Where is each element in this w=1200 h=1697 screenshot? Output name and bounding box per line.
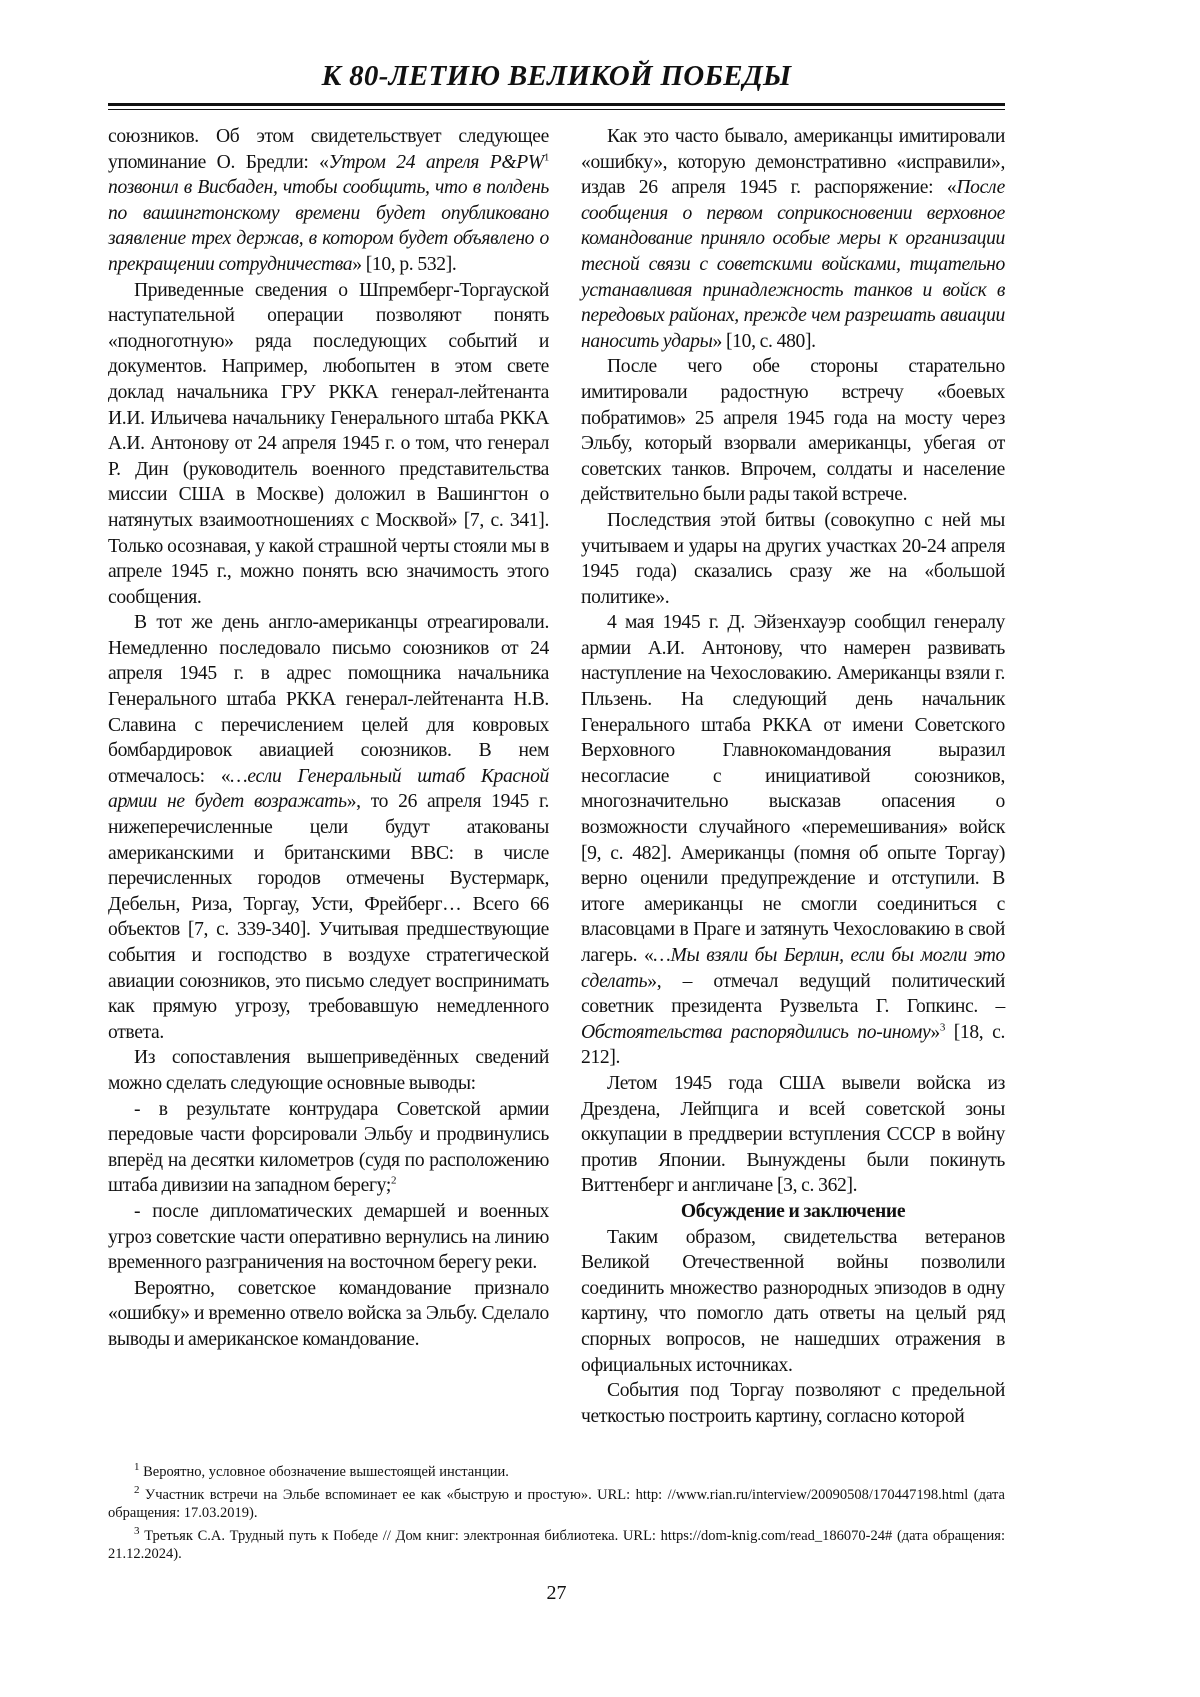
text: Вероятно, советское командование признало «ошибку» и временно отвело войска за Эльбу. Сделало выводы и американское командование. — [108, 1278, 549, 1350]
text: - после дипломатических демаршей и военных угроз советские части оперативно вернулись на линию временного разграничения на восточном берегу реки. — [108, 1201, 549, 1273]
footnote — [108, 1486, 1005, 1522]
text: » — [930, 1022, 939, 1043]
paragraph — [108, 1045, 549, 1096]
text: », то 26 апреля 1945 г. нижеперечисленные цели будут атакованы американскими и британскими ВВС: в числе перечисленных городов отмечены Вустермарк, Дебельн, Риза, Торгау, Усти, Фрейберг… Всего 66 объектов [7, с. 339-340]. Учитывая предшествующие события и господство в воздухе стратегической авиации союзников, это письмо следует воспринимать как прямую угрозу, требовавшую немедленного ответа. — [108, 791, 549, 1042]
paragraph — [581, 1071, 1005, 1199]
paragraph — [581, 610, 1005, 1071]
right-column — [581, 124, 1005, 1429]
text: » [10, с. 480]. — [713, 331, 816, 352]
footnote-ref: 3 — [940, 1021, 945, 1033]
footnote-ref: 1 — [544, 151, 549, 163]
quote-text: Утром 24 апреля P&PW — [329, 152, 544, 173]
footnote — [108, 1527, 1005, 1563]
text: союзников. Об этом свидетельствует следующее упоминание О. Бредли: « — [108, 126, 549, 173]
section-heading — [581, 1199, 1005, 1225]
quote-text: …если Генеральный штаб Красной армии не будет возражать — [108, 766, 549, 813]
footnote-text: Участник встречи на Эльбе вспоминает ее как «быструю и простую». URL: http: //www.rian.ru/interview/20090508/170447198.html (дата обращения: 17.03.2019). — [108, 1487, 1005, 1521]
text: », – отмечал ведущий политический советник президента Рузвельта Г. Гопкинс. – — [581, 971, 1005, 1018]
text: Приведенные сведения о Шпремберг-Торгауской наступательной операции позволяют понять «подноготную» ряда последующих событий и документов. Например, любопытен в этом свете доклад начальника ГРУ РККА генерал-лейтенанта И.И. Ильичева начальнику Генерального штаба РККА А.И. Антонову от 24 апреля 1945 г. о том, что генерал Р. Дин (руководитель военного представительства миссии США в Москве) доложил в Вашингтон о натянутых взаимоотношениях с Москвой» [7, с. 341]. Только осознавая, у какой страшной черты стояли мы в апреле 1945 г., можно понять всю значимость этого сообщения. — [108, 280, 549, 608]
running-header — [108, 58, 1005, 100]
quote-text: После сообщения о первом соприкосновении верховное командование приняло особые меры к организации тесной связи с советскими войсками, тщательно устанавливая принадлежность танков и войск в передовых районах, прежде чем разрешать авиации наносить удары — [581, 177, 1005, 352]
footnote-text: Третьяк С.А. Трудный путь к Победе // Дом книг: электронная библиотека. URL: https://dom-knig.com/read_186070-24# (дата обращения: 21.12.2024). — [108, 1528, 1005, 1562]
paragraph — [108, 1199, 549, 1276]
paragraph — [581, 1378, 1005, 1429]
text: Таким образом, свидетельства ветеранов Великой Отечественной войны позволили соединить множество разнородных эпизодов в одну картину, что помогло дать ответы на целый ряд спорных вопросов, не нашедших отражения в официальных источниках. — [581, 1227, 1005, 1376]
footnotes — [108, 1463, 1005, 1563]
text: » [10, p. 532]. — [352, 254, 456, 275]
footnote-ref: 2 — [391, 1175, 396, 1187]
footnote-number: 1 — [134, 1461, 140, 1473]
paragraph — [108, 610, 549, 1045]
header-rule-thick — [108, 103, 1005, 106]
page — [108, 0, 1005, 1645]
quote-text: позвонил в Висбаден, чтобы сообщить, что в полдень по вашингтонскому времени будет опубликовано заявление трех держав, в котором будет объявлено о прекращении сотрудничества — [108, 177, 549, 275]
header-title: К 80-ЛЕТИЮ ВЕЛИКОЙ ПОБЕДЫ — [322, 60, 792, 92]
footnote-text: Вероятно, условное обозначение вышестоящей инстанции. — [140, 1464, 509, 1480]
quote-text: Обстоятельства распорядились по-иному — [581, 1022, 930, 1043]
text: В тот же день англо-американцы отреагировали. Немедленно последовало письмо союзников от 24 апреля 1945 г. в адрес помощника начальника Генерального штаба РККА генерал-лейтенанта Н.В. Славина с перечислением целей для ковровых бомбардировок авиацией союзников. В нем отмечалось: « — [108, 612, 549, 787]
text: - в результате контрудара Советской армии передовые части форсировали Эльбу и продвинулись вперёд на десятки километров (судя по расположению штаба дивизии на западном берегу; — [108, 1099, 549, 1197]
text: Обсуждение и заключение — [681, 1201, 905, 1222]
text-columns — [108, 124, 1005, 1429]
header-rule-thin — [108, 109, 1005, 110]
footnote-number: 2 — [134, 1484, 140, 1496]
text: Из сопоставления вышеприведённых сведений можно сделать следующие основные выводы: — [108, 1047, 549, 1094]
paragraph — [581, 1225, 1005, 1379]
text: После чего обе стороны старательно имитировали радостную встречу «боевых побратимов» 25 апреля 1945 года на мосту через Эльбу, который взорвали американцы, убегая от советских танков. Впрочем, солдаты и население действительно были рады такой встрече. — [581, 356, 1005, 505]
paragraph — [581, 508, 1005, 610]
text: Летом 1945 года США вывели войска из Дрездена, Лейпцига и всей советской зоны оккупации в преддверии вступления СССР в войну против Японии. Вынуждены были покинуть Виттенберг и англичане [3, с. 362]. — [581, 1073, 1005, 1196]
text: Последствия этой битвы (совокупно с ней мы учитываем и удары на других участках 20-24 апреля 1945 года) сказались сразу же на «большой политике». — [581, 510, 1005, 608]
text: [18, с. 212]. — [581, 1022, 1005, 1069]
paragraph — [108, 278, 549, 611]
text: Как это часто бывало, американцы имитировали «ошибку», которую демонстративно «исправили», издав 26 апреля 1945 г. распоряжение: « — [581, 126, 1005, 198]
left-column — [108, 124, 549, 1353]
text: 4 мая 1945 г. Д. Эйзенхауэр сообщил генералу армии А.И. Антонову, что намерен развивать наступление на Чехословакию. Американцы взяли г. Пльзень. На следующий день начальник Генерального штаба РККА от имени Советского Верховного Главнокомандования выразил несогласие с инициативой союзников, многозначительно высказав опасения о возможности случайного «перемешивания» войск [9, с. 482]. Американцы (помня об опыте Торгау) верно оценили предупреждение и отступили. В итоге американцы не смогли соединиться с власовцами в Праге и затянуть Чехословакию в свой лагерь. « — [581, 612, 1005, 966]
paragraph — [108, 1276, 549, 1353]
paragraph — [108, 1097, 549, 1199]
quote-text: …Мы взяли бы Берлин, если бы могли это сделать — [581, 945, 1005, 992]
footnote-number: 3 — [134, 1525, 140, 1537]
page-number: 27 — [108, 1581, 1005, 1605]
paragraph — [108, 124, 549, 278]
paragraph — [581, 124, 1005, 354]
paragraph — [581, 354, 1005, 508]
footnote — [108, 1463, 1005, 1481]
text: События под Торгау позволяют с предельной четкостью построить картину, согласно которой — [581, 1380, 1005, 1427]
